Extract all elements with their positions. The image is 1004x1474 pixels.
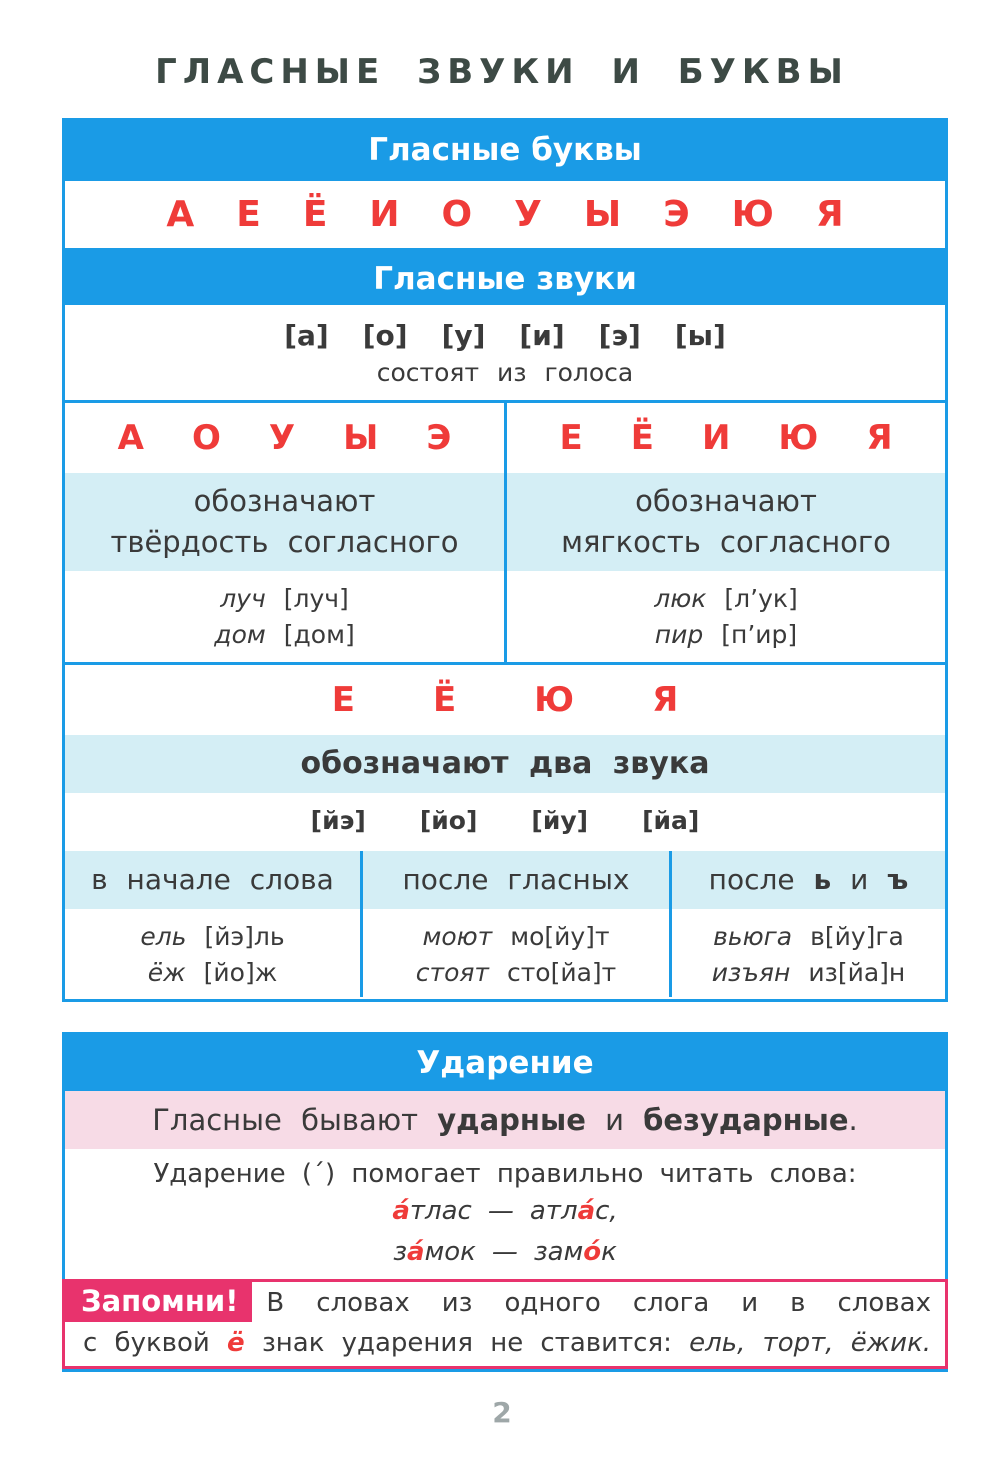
soft-letter: Е xyxy=(559,418,583,458)
example-transcription: мо[йу]т xyxy=(510,922,610,951)
example-transcription: [п’ир] xyxy=(721,620,798,649)
example-transcription: [йо]ж xyxy=(203,958,278,987)
vowel-sound: [у] xyxy=(441,319,486,352)
example-row xyxy=(363,955,669,991)
example-transcription: сто[йа]т xyxy=(506,958,617,987)
stress-pair xyxy=(65,1191,945,1232)
stress-types-period: . xyxy=(848,1103,858,1137)
two-sounds-letter: Ю xyxy=(534,680,575,720)
two-sounds-letter: Я xyxy=(652,680,679,720)
stress-word-b-end: с, xyxy=(595,1196,618,1226)
soft-letters xyxy=(507,403,945,473)
vowels-table xyxy=(62,118,948,1002)
example-word: ёж xyxy=(147,958,186,987)
example-row xyxy=(65,955,360,991)
soft-column xyxy=(507,403,945,662)
vowel-sound: [и] xyxy=(519,319,565,352)
vowel-letter: О xyxy=(441,194,473,235)
vowel-letter: У xyxy=(514,194,542,235)
stress-word-b-start: атл xyxy=(529,1196,578,1226)
vowel-sounds-block xyxy=(65,305,945,403)
hard-letter: О xyxy=(192,418,221,458)
stress-mark-b: о́ xyxy=(583,1237,602,1267)
vowel-letter: Ы xyxy=(583,194,622,235)
hard-soft-section xyxy=(65,403,945,665)
example-word: вьюга xyxy=(713,922,793,951)
stress-word-b-end: к xyxy=(601,1237,617,1267)
example-row xyxy=(672,955,945,991)
example-word: стоят xyxy=(415,958,489,987)
page-title: ГЛАСНЫЕ ЗВУКИ И БУКВЫ xyxy=(155,52,849,92)
col-after-signs-examples xyxy=(672,909,945,991)
example-row xyxy=(65,581,504,617)
soft-letter: И xyxy=(701,418,731,458)
hard-examples xyxy=(65,571,504,653)
hard-column xyxy=(65,403,507,662)
stress-help: Ударение (´) помогает правильно читать слова: xyxy=(153,1159,857,1189)
unstressed-word: безударные xyxy=(643,1103,849,1137)
vowel-letter: Ю xyxy=(731,194,774,235)
soft-meaning xyxy=(507,473,945,571)
hard-meaning xyxy=(65,473,504,571)
hard-letter: Э xyxy=(426,418,452,458)
vowel-letter: И xyxy=(369,194,400,235)
example-word: луч xyxy=(220,584,266,613)
soft-letter: Ё xyxy=(630,418,654,458)
hard-meaning-line1: обозначают xyxy=(193,484,376,518)
vowel-letter: А xyxy=(166,194,195,235)
page-number: 2 xyxy=(492,1396,512,1429)
stress-types-and: и xyxy=(605,1103,624,1137)
remember-text-line1: В словах из одного слога и в словах xyxy=(266,1288,931,1318)
two-sounds-letters xyxy=(65,665,945,735)
two-sound: [йо] xyxy=(419,806,478,835)
col-after-signs-prefix: после xyxy=(708,863,795,896)
stress-word-a-end: мок xyxy=(424,1237,476,1267)
stress-examples xyxy=(65,1189,945,1281)
two-sound: [йу] xyxy=(531,806,589,835)
col-after-signs-and: и xyxy=(850,863,869,896)
hard-letter: У xyxy=(268,418,296,458)
soft-letter: Я xyxy=(866,418,893,458)
stress-dash: — xyxy=(491,1237,518,1267)
col-word-start-title: в начале слова xyxy=(65,851,360,909)
stress-word-a-start: з xyxy=(393,1237,408,1267)
stress-dash: — xyxy=(487,1196,514,1226)
two-sound: [йа] xyxy=(642,806,700,835)
stress-word-b-start: зам xyxy=(533,1237,584,1267)
vowel-sounds-list xyxy=(65,305,945,352)
col-after-signs-title xyxy=(672,851,945,909)
stressed-word: ударные xyxy=(437,1103,586,1137)
col-word-start xyxy=(65,851,363,997)
soft-examples xyxy=(507,571,945,653)
stress-mark-a: а́ xyxy=(407,1237,425,1267)
example-transcription: в[йу]га xyxy=(810,922,904,951)
example-word: моют xyxy=(422,922,493,951)
soft-meaning-line2: мягкость согласного xyxy=(561,525,891,559)
vowel-sounds-note: состоят из голоса xyxy=(376,358,634,387)
soft-sign: ь xyxy=(813,863,832,896)
vowel-letter: Я xyxy=(815,194,844,235)
stress-word-a-end: тлас xyxy=(409,1196,472,1226)
two-sounds-columns xyxy=(65,851,945,997)
vowel-sound: [о] xyxy=(362,319,408,352)
hard-letters xyxy=(65,403,504,473)
example-row xyxy=(672,919,945,955)
vowel-letter: Е xyxy=(236,194,261,235)
example-row xyxy=(363,919,669,955)
hard-sign: ъ xyxy=(887,863,909,896)
col-after-vowels xyxy=(363,851,672,997)
vowel-letter: Ё xyxy=(302,194,328,235)
soft-letter: Ю xyxy=(778,418,819,458)
example-row xyxy=(507,581,945,617)
vowel-letters-heading: Гласные буквы xyxy=(65,121,945,181)
example-word: изъян xyxy=(711,958,791,987)
stress-types xyxy=(65,1091,945,1149)
two-sounds-letter: Ё xyxy=(432,680,457,720)
stress-mark-b: а́ xyxy=(577,1196,596,1226)
example-word: дом xyxy=(214,620,266,649)
hard-meaning-line2: твёрдость согласного xyxy=(110,525,459,559)
remember-letter: ё xyxy=(227,1328,245,1358)
col-after-vowels-title: после гласных xyxy=(363,851,669,909)
example-transcription: [дом] xyxy=(283,620,355,649)
example-row xyxy=(65,617,504,653)
two-sounds-meaning: обозначают два звука xyxy=(65,735,945,793)
example-transcription: [л’ук] xyxy=(724,584,798,613)
stress-table xyxy=(62,1032,948,1372)
example-transcription: [йэ]ль xyxy=(204,922,285,951)
remember-prefix: с буквой xyxy=(83,1328,210,1358)
example-word: пир xyxy=(654,620,704,649)
stress-types-prefix: Гласные бывают xyxy=(152,1103,419,1137)
vowel-sound: [ы] xyxy=(674,319,726,352)
two-sounds-list xyxy=(65,793,945,851)
vowel-sounds-heading: Гласные звуки xyxy=(65,251,945,305)
remember-mid: знак ударения не ставится: xyxy=(261,1328,672,1358)
remember-text-line2 xyxy=(65,1322,945,1358)
example-row xyxy=(65,919,360,955)
stress-heading: Ударение xyxy=(65,1035,945,1091)
hard-letter: Ы xyxy=(343,418,379,458)
remember-examples: ель, торт, ёжик. xyxy=(689,1328,932,1358)
vowel-letter: Э xyxy=(663,194,690,235)
vowel-sound: [а] xyxy=(284,319,329,352)
two-sound: [йэ] xyxy=(310,806,366,835)
hard-letter: А xyxy=(117,418,144,458)
example-word: ель xyxy=(140,922,187,951)
two-sounds-letter: Е xyxy=(331,680,355,720)
stress-mark-a: а́ xyxy=(392,1196,410,1226)
stress-pair xyxy=(65,1232,945,1273)
remember-box xyxy=(62,1279,948,1369)
vowel-sound: [э] xyxy=(598,319,641,352)
col-after-vowels-examples xyxy=(363,909,669,991)
example-transcription: из[йа]н xyxy=(808,958,906,987)
remember-badge: Запомни! xyxy=(65,1282,252,1322)
col-after-signs xyxy=(672,851,945,997)
example-row xyxy=(507,617,945,653)
soft-meaning-line1: обозначают xyxy=(635,484,817,518)
example-word: люк xyxy=(654,584,707,613)
col-word-start-examples xyxy=(65,909,360,991)
vowel-letters-row xyxy=(65,181,945,251)
example-transcription: [луч] xyxy=(283,584,349,613)
